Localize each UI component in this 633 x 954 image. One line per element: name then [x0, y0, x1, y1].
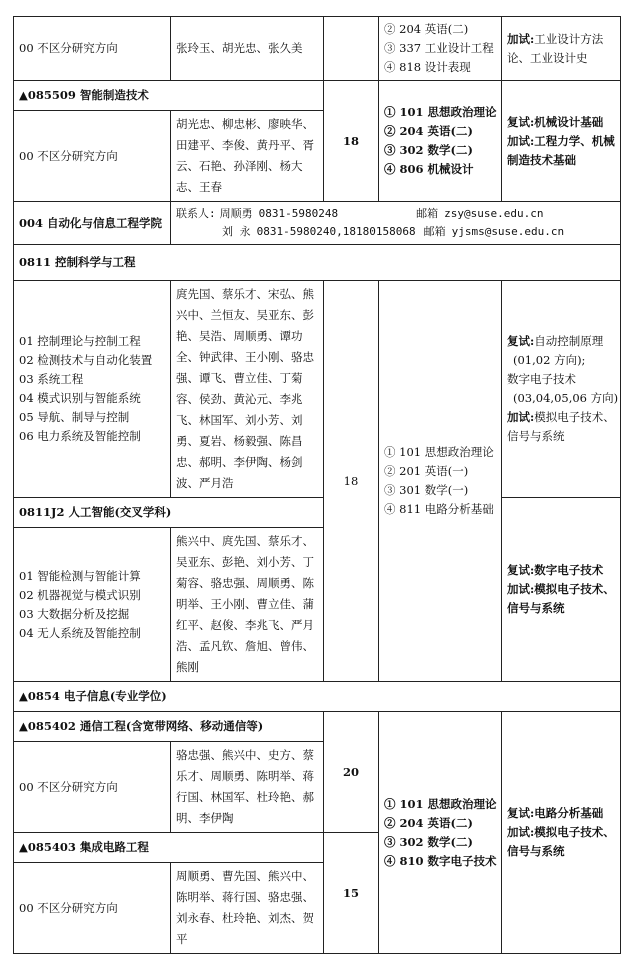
note-value: 模拟电子技术、	[534, 410, 615, 424]
major-header: ▲0854 电子信息(专业学位)	[14, 682, 621, 712]
quota-cell: 18	[324, 81, 379, 202]
school-name: 004 自动化与信息工程学院	[14, 202, 171, 245]
note-value: 信号与系统	[507, 429, 565, 443]
exam-item: ② 204 英语(二)	[384, 22, 469, 36]
note-key: 复试:	[507, 563, 535, 577]
direction-item: 05 导航、制导与控制	[19, 410, 130, 424]
major-header: 0811J2 人工智能(交叉学科)	[14, 498, 324, 528]
exam-item: ③ 302 数学(二)	[384, 834, 473, 849]
note-value: 机械设计基础	[534, 114, 604, 129]
contact-cell	[171, 202, 621, 245]
teachers-cell: 庹先国、蔡乐才、宋弘、熊兴中、兰恒友、吴亚东、彭艳、吴浩、周顺勇、谭功全、钟武律、王小刚、骆忠强、谭飞、曹立佳、丁菊容、侯劲、黄沁元、李兆飞、林国军、刘小芳、刘勇、夏岩、杨毅强、陈昌忠、郝明、李伊陶、杨剑波、严月浩	[171, 281, 324, 498]
exam-cell	[379, 281, 502, 682]
direction-cell: 00 不区分研究方向	[14, 17, 171, 81]
note-value: 数字电子技术	[534, 563, 604, 577]
note-value: (03,04,05,06 方向)	[513, 391, 619, 405]
note-value: 数字电子技术	[507, 372, 576, 386]
notes-cell	[502, 281, 621, 498]
major-header: ▲085402 通信工程(含宽带网络、移动通信等)	[14, 712, 324, 742]
direction-item: 04 无人系统及智能控制	[19, 625, 141, 640]
direction-item: 02 机器视觉与模式识别	[19, 587, 141, 602]
contact-name: 周顺勇	[219, 207, 253, 220]
exam-item: ③ 301 数学(一)	[384, 483, 469, 497]
contact-mail: zsy@suse.edu.cn	[444, 207, 544, 220]
note-key: 加试:	[507, 825, 535, 839]
contact-phone: 0831-5980248	[258, 207, 339, 220]
teachers-cell: 周顺勇、曹先国、熊兴中、陈明举、蒋行国、骆忠强、刘永春、杜玲艳、刘杰、贺平	[171, 863, 324, 954]
major-header: ▲085509 智能制造技术	[14, 81, 324, 111]
contact-name: 刘 永	[222, 225, 251, 238]
contact-phone: 0831-5980240,18180158068	[256, 225, 416, 238]
exam-cell	[379, 712, 502, 954]
note-value: 工业设计方法论、工业设计史	[507, 31, 604, 65]
exam-item: ① 101 思想政治理论	[384, 105, 497, 119]
note-key: 加试:	[507, 582, 535, 596]
teachers-cell: 胡光忠、柳忠彬、廖映华、田建平、李俊、黄丹平、胥云、石艳、孙泽刚、杨大志、王春	[171, 111, 324, 202]
note-key: 复试:	[507, 334, 535, 348]
contact-mail-label: 邮箱	[423, 225, 446, 238]
note-value: 信号与系统	[507, 844, 565, 858]
note-value: 自动控制原理	[534, 334, 604, 348]
major-header: ▲085403 集成电路工程	[14, 833, 324, 863]
direction-cell: 00 不区分研究方向	[14, 742, 171, 833]
note-value: 信号与系统	[507, 601, 565, 615]
major-header: 0811 控制科学与工程	[14, 245, 621, 281]
exam-item: ④ 806 机械设计	[384, 162, 474, 176]
exam-cell	[379, 17, 502, 81]
exam-item: ① 101 思想政治理论	[384, 445, 494, 459]
note-value: 电路分析基础	[534, 806, 604, 820]
note-key: 复试:	[507, 114, 535, 129]
contact-mail: yjsms@suse.edu.cn	[451, 225, 565, 238]
direction-cell	[14, 528, 171, 682]
note-value: (01,02 方向);	[513, 353, 586, 367]
note-value: 工程力学、机械制造技术基础	[507, 133, 615, 167]
quota-cell	[324, 17, 379, 81]
exam-item: ③ 337 工业设计工程	[384, 41, 494, 55]
exam-item: ④ 818 设计表现	[384, 60, 471, 74]
direction-item: 01 智能检测与智能计算	[19, 568, 141, 583]
notes-cell	[502, 81, 621, 202]
note-value: 模拟电子技术、	[534, 825, 615, 839]
note-key: 加试:	[507, 133, 535, 148]
exam-item: ② 204 英语(二)	[384, 124, 473, 138]
notes-cell	[502, 498, 621, 682]
direction-item: 04 模式识别与智能系统	[19, 391, 141, 405]
note-key: 加试:	[507, 410, 535, 424]
exam-cell	[379, 81, 502, 202]
direction-item: 02 检测技术与自动化装置	[19, 353, 153, 367]
teachers-cell: 张玲玉、胡光忠、张久美	[171, 17, 324, 81]
admissions-table	[13, 16, 621, 954]
notes-cell	[502, 712, 621, 954]
direction-item: 03 系统工程	[19, 372, 84, 386]
direction-cell	[14, 281, 171, 498]
exam-item: ② 204 英语(二)	[384, 815, 473, 830]
note-value: 模拟电子技术、	[534, 582, 615, 596]
note-key: 加试:	[507, 31, 535, 46]
teachers-cell: 熊兴中、庹先国、蔡乐才、吴亚东、彭艳、刘小芳、丁菊容、骆忠强、周顺勇、陈明举、王小刚、曹立佳、蒲红平、赵俊、李兆飞、严月浩、孟凡钦、詹旭、曾伟、熊刚	[171, 528, 324, 682]
contact-mail-label: 邮箱	[416, 207, 439, 220]
exam-item: ① 101 思想政治理论	[384, 796, 497, 811]
exam-item: ② 201 英语(一)	[384, 464, 469, 478]
note-key: 复试:	[507, 806, 535, 820]
exam-item: ③ 302 数学(二)	[384, 143, 473, 157]
teachers-cell: 骆忠强、熊兴中、史方、蔡乐才、周顺勇、陈明举、蒋行国、林国军、杜玲艳、郝明、李伊陶	[171, 742, 324, 833]
exam-item: ④ 811 电路分析基础	[384, 502, 494, 516]
direction-cell: 00 不区分研究方向	[14, 863, 171, 954]
quota-cell: 15	[324, 833, 379, 954]
quota-cell: 18	[324, 281, 379, 682]
exam-item: ④ 810 数字电子技术	[384, 853, 497, 868]
direction-item: 01 控制理论与控制工程	[19, 334, 141, 348]
direction-cell: 00 不区分研究方向	[14, 111, 171, 202]
direction-item: 03 大数据分析及挖掘	[19, 606, 130, 621]
direction-item: 06 电力系统及智能控制	[19, 429, 141, 443]
quota-cell: 20	[324, 712, 379, 833]
notes-cell	[502, 17, 621, 81]
contact-label: 联系人:	[176, 207, 216, 220]
